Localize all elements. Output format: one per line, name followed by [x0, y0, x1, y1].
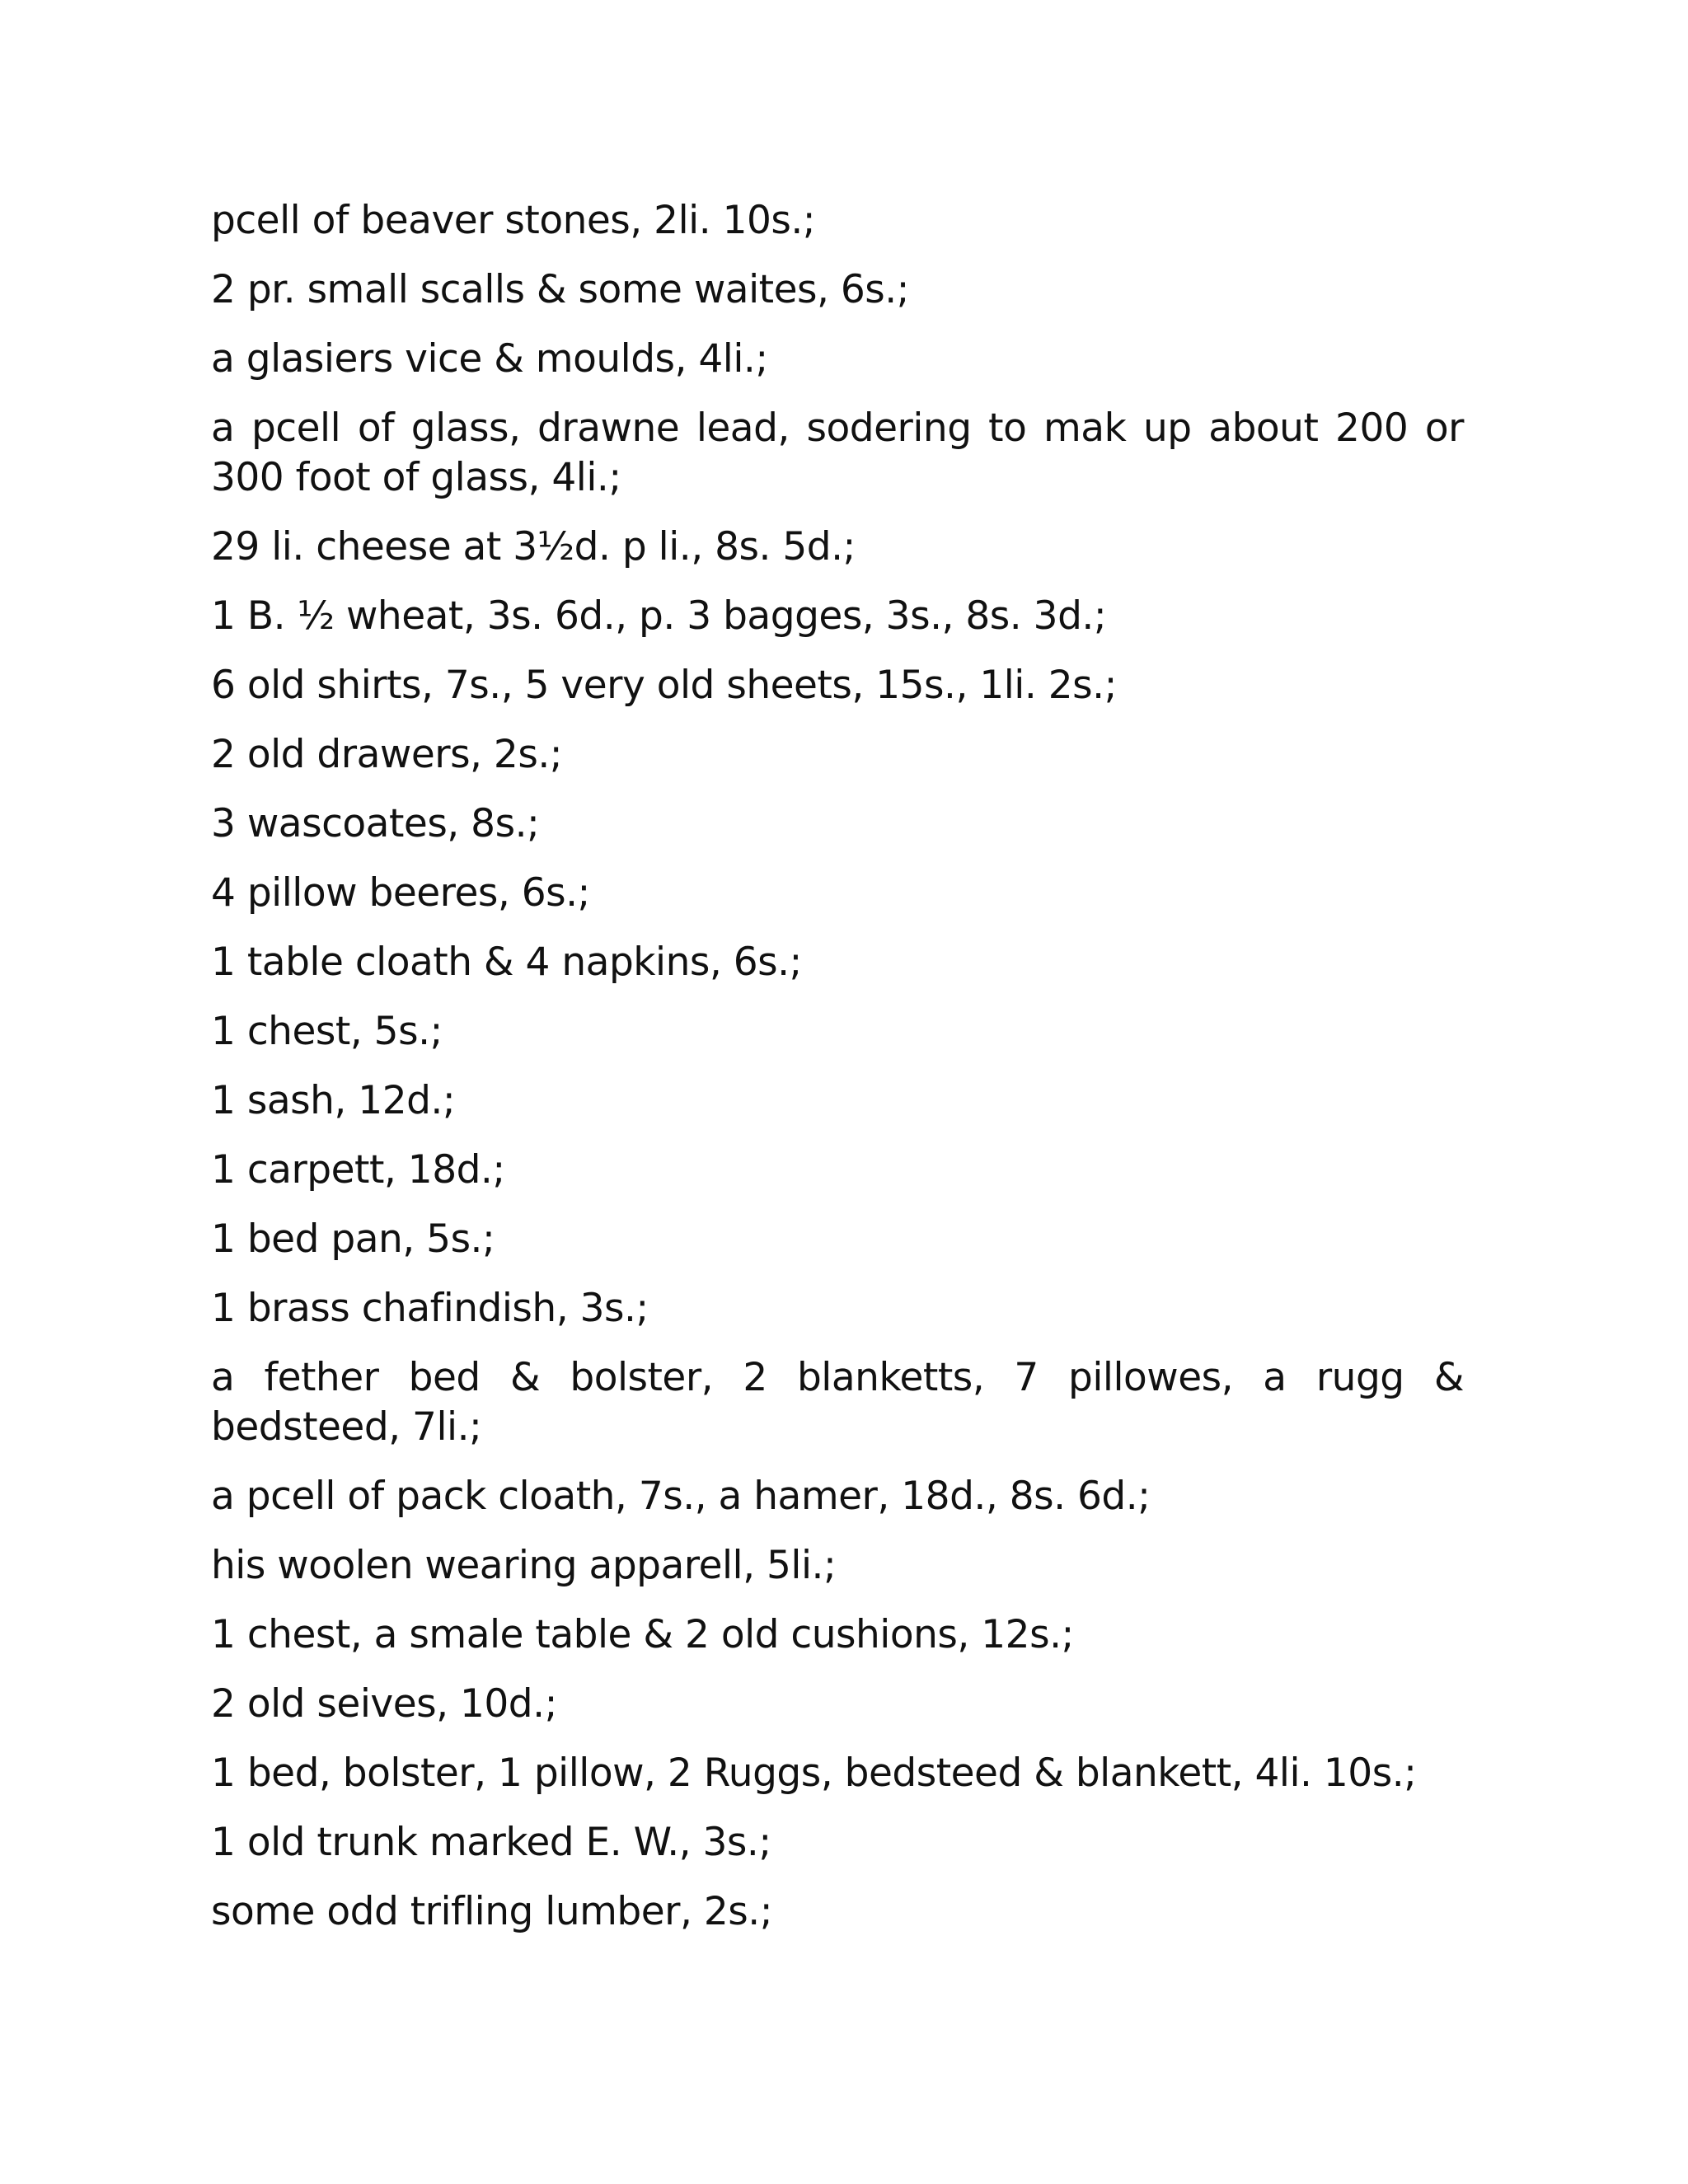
inventory-entry: his woolen wearing apparell, 5li.; — [211, 1543, 837, 1588]
inventory-entry: 1 sash, 12d.; — [211, 1078, 456, 1123]
inventory-entry: 2 pr. small scalls & some waites, 6s.; — [211, 267, 910, 312]
document-page — [211, 196, 1464, 1957]
inventory-entry: 1 chest, 5s.; — [211, 1009, 443, 1054]
inventory-entry: 1 bed pan, 5s.; — [211, 1216, 495, 1262]
inventory-entry: 1 table cloath & 4 napkins, 6s.; — [211, 940, 802, 985]
inventory-entry: 2 old drawers, 2s.; — [211, 732, 563, 777]
inventory-entry: 1 brass chafindish, 3s.; — [211, 1286, 649, 1331]
inventory-entry: 2 old seives, 10d.; — [211, 1681, 557, 1727]
inventory-entry: a pcell of pack cloath, 7s., a hamer, 18d., 8s. 6d.; — [211, 1474, 1151, 1519]
inventory-entry: 1 chest, a smale table & 2 old cushions, 12s.; — [211, 1612, 1074, 1657]
inventory-entry: 6 old shirts, 7s., 5 very old sheets, 15s., 1li. 2s.; — [211, 663, 1117, 708]
inventory-entry: 1 B. ½ wheat, 3s. 6d., p. 3 bagges, 3s., 8s. 3d.; — [211, 593, 1107, 639]
inventory-entry: a fether bed & bolster, 2 blanketts, 7 pillowes, a rugg & bedsteed, 7li.; — [211, 1355, 1464, 1450]
inventory-entry: some odd trifling lumber, 2s.; — [211, 1889, 773, 1934]
inventory-entry: a pcell of glass, drawne lead, sodering to mak up about 200 or 300 foot of glass, 4li.; — [211, 405, 1464, 500]
inventory-entry: 1 bed, bolster, 1 pillow, 2 Ruggs, bedsteed & blankett, 4li. 10s.; — [211, 1750, 1417, 1796]
inventory-entry: 29 li. cheese at 3½d. p li., 8s. 5d.; — [211, 524, 856, 569]
inventory-entry: 4 pillow beeres, 6s.; — [211, 870, 590, 916]
inventory-entry: 1 old trunk marked E. W., 3s.; — [211, 1820, 771, 1865]
inventory-entry: pcell of beaver stones, 2li. 10s.; — [211, 198, 816, 243]
inventory-entry: a glasiers vice & moulds, 4li.; — [211, 336, 768, 382]
inventory-entry: 3 wascoates, 8s.; — [211, 801, 540, 846]
inventory-entry: 1 carpett, 18d.; — [211, 1147, 505, 1193]
